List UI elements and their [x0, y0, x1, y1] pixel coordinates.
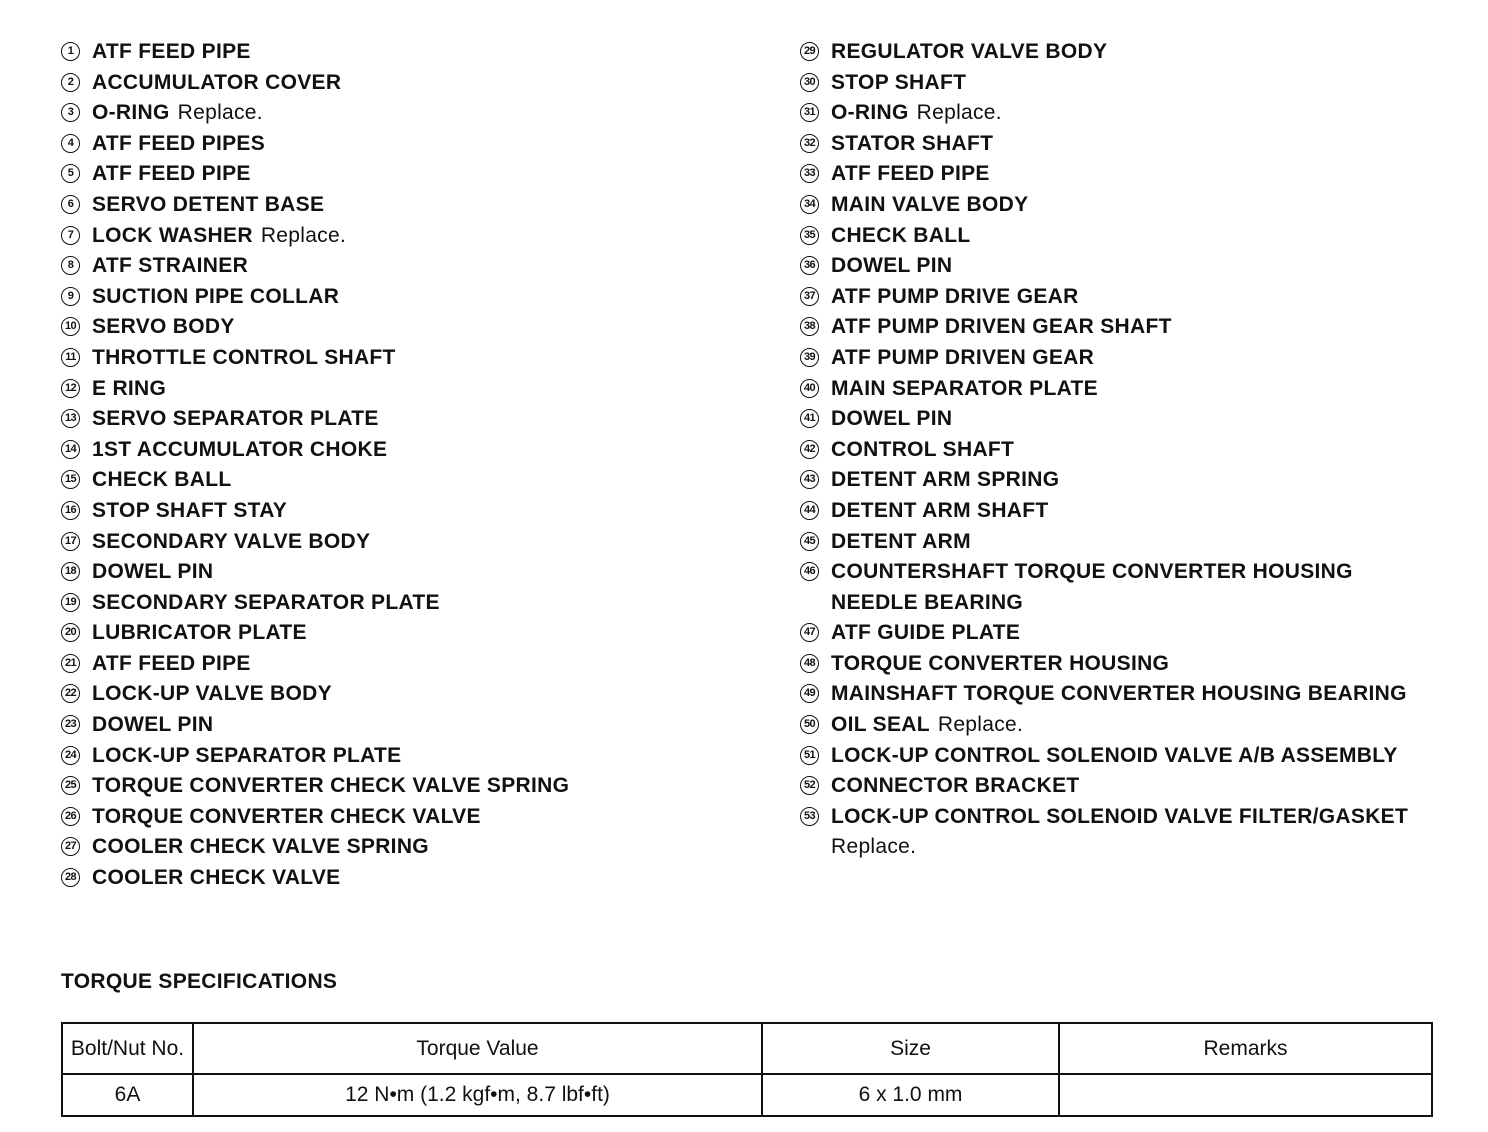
- item-number: 44: [800, 501, 819, 520]
- item-number-badge: [799, 129, 831, 160]
- cell-remarks: [1059, 1074, 1432, 1116]
- list-item: [60, 771, 569, 802]
- part-name: DETENT ARM SPRING: [831, 468, 1060, 492]
- part-name: ATF GUIDE PLATE: [831, 621, 1021, 645]
- item-number: 49: [800, 684, 819, 703]
- item-number-badge: [799, 557, 831, 588]
- item-number: 5: [61, 164, 80, 183]
- item-number-badge: [60, 221, 92, 252]
- item-number: 13: [61, 409, 80, 428]
- item-number-badge: [799, 159, 831, 190]
- part-text: [831, 221, 971, 252]
- part-name: SERVO BODY: [92, 315, 235, 339]
- list-item: [60, 251, 569, 282]
- item-number-badge: [60, 710, 92, 741]
- item-number-badge: [799, 527, 831, 558]
- part-name: STATOR SHAFT: [831, 131, 994, 155]
- list-item: [60, 465, 569, 496]
- part-text: [831, 282, 1079, 313]
- item-number-badge: [799, 312, 831, 343]
- list-item: [799, 129, 1408, 160]
- item-number: 48: [800, 654, 819, 673]
- item-number-badge: [799, 404, 831, 435]
- part-name: ATF STRAINER: [92, 254, 249, 278]
- part-note: Replace.: [177, 101, 263, 125]
- part-text: [831, 496, 1049, 527]
- part-text: [831, 37, 1107, 68]
- part-name: TORQUE CONVERTER CHECK VALVE SPRING: [92, 774, 570, 798]
- part-text: [92, 282, 339, 313]
- table-header-row: [62, 1023, 1432, 1074]
- item-number-badge: [60, 282, 92, 313]
- list-item: [60, 374, 569, 405]
- part-name: LOCK-UP SEPARATOR PLATE: [92, 743, 402, 767]
- item-number: 33: [800, 164, 819, 183]
- list-item: [799, 159, 1408, 190]
- item-number: 18: [61, 562, 80, 581]
- item-number: 25: [61, 776, 80, 795]
- item-number-badge: [799, 282, 831, 313]
- item-number-badge: [60, 404, 92, 435]
- item-number-badge: [60, 863, 92, 894]
- part-name: REGULATOR VALVE BODY: [831, 40, 1108, 63]
- part-text: [92, 679, 332, 710]
- part-text: [92, 832, 429, 863]
- part-text: [92, 435, 387, 466]
- part-name: ATF PUMP DRIVEN GEAR SHAFT: [831, 315, 1172, 339]
- header-torque-value: Torque Value: [193, 1023, 762, 1074]
- list-item: [60, 343, 569, 374]
- item-number: 24: [61, 746, 80, 765]
- part-name: LOCK-UP CONTROL SOLENOID VALVE FILTER/GASKET: [831, 804, 1409, 828]
- part-text: [831, 741, 1398, 772]
- part-name: ACCUMULATOR COVER: [92, 70, 342, 94]
- item-number: 20: [61, 623, 80, 642]
- part-name: SERVO DETENT BASE: [92, 192, 325, 216]
- part-text: [92, 557, 213, 588]
- list-item: [60, 129, 569, 160]
- item-number: 26: [61, 807, 80, 826]
- item-number: 19: [61, 593, 80, 612]
- item-number-badge: [60, 312, 92, 343]
- part-name: STOP SHAFT: [831, 70, 967, 94]
- part-text: [92, 221, 346, 252]
- item-number-badge: [60, 618, 92, 649]
- parts-list-right: [799, 37, 1408, 863]
- list-item: [799, 251, 1408, 282]
- list-item: [799, 98, 1408, 129]
- list-item: [60, 159, 569, 190]
- header-size: Size: [762, 1023, 1059, 1074]
- item-number: 8: [61, 256, 80, 275]
- part-text: [92, 129, 265, 160]
- part-text: [831, 679, 1407, 710]
- list-item: [60, 832, 569, 863]
- part-text: [92, 37, 251, 68]
- part-name: CONNECTOR BRACKET: [831, 774, 1080, 798]
- item-number-badge: [60, 588, 92, 619]
- list-item: [799, 741, 1408, 772]
- part-text: [92, 374, 166, 405]
- item-number: 29: [800, 42, 819, 61]
- part-text: [831, 98, 1002, 129]
- cell-torque-value: 12 N•m (1.2 kgf•m, 8.7 lbf•ft): [193, 1074, 762, 1116]
- cell-bolt-nut-no: 6A: [62, 1074, 193, 1116]
- item-number: 3: [61, 103, 80, 122]
- header-remarks: Remarks: [1059, 1023, 1432, 1074]
- item-number: 45: [800, 532, 819, 551]
- part-name: CHECK BALL: [831, 223, 971, 247]
- header-bolt-nut-no: Bolt/Nut No.: [62, 1023, 193, 1074]
- item-number: 1: [61, 42, 80, 61]
- part-name: CONTROL SHAFT: [831, 437, 1015, 461]
- item-number-badge: [799, 435, 831, 466]
- item-number-badge: [60, 802, 92, 833]
- part-name: MAIN SEPARATOR PLATE: [831, 376, 1098, 400]
- part-name: DOWEL PIN: [92, 560, 214, 584]
- list-item: [60, 98, 569, 129]
- item-number: 35: [800, 226, 819, 245]
- part-text: [92, 343, 396, 374]
- item-number-badge: [799, 190, 831, 221]
- item-number-badge: [799, 618, 831, 649]
- torque-specifications-table: [61, 1022, 1433, 1117]
- item-number-badge: [60, 159, 92, 190]
- list-item: [799, 802, 1408, 863]
- part-text: [831, 343, 1094, 374]
- cell-size: 6 x 1.0 mm: [762, 1074, 1059, 1116]
- item-number: 37: [800, 287, 819, 306]
- item-number: 9: [61, 287, 80, 306]
- part-name: ATF FEED PIPE: [92, 651, 251, 675]
- list-item: [60, 588, 569, 619]
- list-item: [60, 863, 569, 894]
- list-item: [799, 618, 1408, 649]
- list-item: [799, 312, 1408, 343]
- part-text: [92, 771, 569, 802]
- part-name: DETENT ARM SHAFT: [831, 498, 1049, 522]
- part-text: [831, 68, 966, 99]
- list-item: [60, 710, 569, 741]
- part-text: [831, 527, 971, 558]
- list-item: [799, 435, 1408, 466]
- item-number: 14: [61, 440, 80, 459]
- item-number-badge: [799, 251, 831, 282]
- item-number-badge: [60, 496, 92, 527]
- list-item: [60, 312, 569, 343]
- part-text: [92, 741, 401, 772]
- part-name: DOWEL PIN: [831, 407, 953, 431]
- item-number: 53: [800, 807, 819, 826]
- item-number: 43: [800, 470, 819, 489]
- item-number: 30: [800, 73, 819, 92]
- list-item: [60, 404, 569, 435]
- part-name: ATF FEED PIPE: [831, 162, 990, 186]
- list-item: [799, 404, 1408, 435]
- item-number-badge: [799, 771, 831, 802]
- part-name: SECONDARY VALVE BODY: [92, 529, 371, 553]
- part-name: LOCK WASHER: [92, 223, 253, 247]
- item-number-badge: [799, 374, 831, 405]
- part-name: THROTTLE CONTROL SHAFT: [92, 345, 396, 369]
- item-number-badge: [60, 527, 92, 558]
- item-number-badge: [60, 435, 92, 466]
- item-number-badge: [799, 802, 831, 833]
- part-text: [831, 771, 1080, 802]
- part-text: [92, 68, 341, 99]
- part-text: [831, 129, 993, 160]
- item-number: 22: [61, 684, 80, 703]
- part-text: [831, 465, 1059, 496]
- part-name: OIL SEAL: [831, 713, 930, 737]
- list-item: [60, 221, 569, 252]
- part-text: [831, 190, 1028, 221]
- part-note: Replace.: [831, 835, 917, 859]
- item-number: 16: [61, 501, 80, 520]
- item-number-badge: [799, 343, 831, 374]
- item-number: 42: [800, 440, 819, 459]
- part-text: [92, 404, 379, 435]
- item-number-badge: [799, 496, 831, 527]
- part-name: TORQUE CONVERTER HOUSING: [831, 651, 1170, 675]
- part-name: ATF PUMP DRIVE GEAR: [831, 284, 1079, 308]
- list-item: [60, 496, 569, 527]
- list-item: [60, 802, 569, 833]
- part-name: SUCTION PIPE COLLAR: [92, 284, 340, 308]
- part-name: CHECK BALL: [92, 468, 232, 492]
- part-name: ATF FEED PIPE: [92, 40, 251, 63]
- item-number-badge: [60, 129, 92, 160]
- list-item: [60, 68, 569, 99]
- item-number: 10: [61, 317, 80, 336]
- item-number: 50: [800, 715, 819, 734]
- item-number-badge: [60, 465, 92, 496]
- item-number-badge: [799, 710, 831, 741]
- list-item: [799, 649, 1408, 680]
- item-number: 23: [61, 715, 80, 734]
- part-text: [831, 435, 1014, 466]
- part-name: SECONDARY SEPARATOR PLATE: [92, 590, 440, 614]
- item-number-badge: [60, 37, 92, 68]
- part-name: SERVO SEPARATOR PLATE: [92, 407, 379, 431]
- list-item: [799, 190, 1408, 221]
- item-number: 31: [800, 103, 819, 122]
- list-item: [799, 710, 1408, 741]
- list-item: [60, 679, 569, 710]
- item-number-badge: [60, 557, 92, 588]
- part-note: Replace.: [937, 713, 1024, 737]
- part-name: O-RING: [92, 101, 170, 125]
- item-number: 41: [800, 409, 819, 428]
- part-name: DOWEL PIN: [831, 254, 953, 278]
- item-number: 47: [800, 623, 819, 642]
- list-item: [60, 435, 569, 466]
- part-name: ATF FEED PIPES: [92, 131, 265, 155]
- part-text: [831, 802, 1408, 863]
- item-number: 7: [61, 226, 80, 245]
- list-item: [799, 527, 1408, 558]
- item-number-badge: [60, 649, 92, 680]
- part-text: [92, 465, 232, 496]
- item-number: 28: [61, 868, 80, 887]
- list-item: [60, 190, 569, 221]
- item-number: 21: [61, 654, 80, 673]
- part-text: [92, 527, 370, 558]
- part-name-line2: NEEDLE BEARING: [831, 590, 1024, 614]
- item-number-badge: [799, 649, 831, 680]
- part-name: DETENT ARM: [831, 529, 971, 553]
- item-number-badge: [60, 190, 92, 221]
- part-name: MAIN VALVE BODY: [831, 192, 1029, 216]
- item-number-badge: [799, 98, 831, 129]
- part-text: [831, 251, 952, 282]
- part-name: E RING: [92, 376, 167, 400]
- torque-specifications-title: TORQUE SPECIFICATIONS: [61, 970, 338, 993]
- list-item: [60, 649, 569, 680]
- list-item: [799, 771, 1408, 802]
- part-text: [831, 404, 952, 435]
- item-number-badge: [60, 741, 92, 772]
- part-name: LUBRICATOR PLATE: [92, 621, 307, 645]
- part-text: [831, 312, 1172, 343]
- item-number-badge: [60, 68, 92, 99]
- list-item: [60, 741, 569, 772]
- item-number: 17: [61, 532, 80, 551]
- list-item: [799, 37, 1408, 68]
- part-text: [92, 496, 287, 527]
- part-text: [92, 98, 263, 129]
- item-number-badge: [799, 741, 831, 772]
- item-number: 6: [61, 195, 80, 214]
- part-text: [831, 618, 1020, 649]
- item-number: 51: [800, 746, 819, 765]
- item-number: 46: [800, 562, 819, 581]
- part-text: [92, 588, 440, 619]
- list-item: [799, 557, 1408, 618]
- item-number-badge: [799, 465, 831, 496]
- item-number-badge: [799, 221, 831, 252]
- item-number: 40: [800, 379, 819, 398]
- parts-list-left: [60, 37, 569, 894]
- list-item: [60, 557, 569, 588]
- item-number: 15: [61, 470, 80, 489]
- list-item: [799, 465, 1408, 496]
- item-number-badge: [799, 68, 831, 99]
- item-number-badge: [60, 771, 92, 802]
- part-name: COOLER CHECK VALVE SPRING: [92, 835, 429, 859]
- part-text: [831, 710, 1023, 741]
- item-number-badge: [799, 37, 831, 68]
- item-number: 32: [800, 134, 819, 153]
- part-text: [831, 374, 1098, 405]
- list-item: [799, 343, 1408, 374]
- part-text: [831, 557, 1353, 618]
- part-text: [92, 649, 251, 680]
- item-number: 4: [61, 134, 80, 153]
- list-item: [799, 679, 1408, 710]
- list-item: [799, 374, 1408, 405]
- part-text: [92, 251, 248, 282]
- part-name: STOP SHAFT STAY: [92, 498, 288, 522]
- item-number-badge: [60, 343, 92, 374]
- part-name: 1ST ACCUMULATOR CHOKE: [92, 437, 388, 461]
- list-item: [60, 282, 569, 313]
- part-text: [92, 710, 213, 741]
- part-name: COOLER CHECK VALVE: [92, 866, 341, 890]
- list-item: [799, 68, 1408, 99]
- item-number: 38: [800, 317, 819, 336]
- item-number: 52: [800, 776, 819, 795]
- part-name: O-RING: [831, 101, 909, 125]
- item-number: 36: [800, 256, 819, 275]
- list-item: [60, 618, 569, 649]
- item-number-badge: [60, 374, 92, 405]
- list-item: [799, 282, 1408, 313]
- part-note: Replace.: [260, 223, 347, 247]
- part-text: [92, 190, 324, 221]
- part-text: [92, 863, 340, 894]
- part-text: [92, 618, 307, 649]
- part-text: [92, 802, 481, 833]
- item-number-badge: [60, 98, 92, 129]
- list-item: [799, 496, 1408, 527]
- part-text: [831, 649, 1169, 680]
- item-number-badge: [799, 679, 831, 710]
- item-number: 2: [61, 73, 80, 92]
- item-number: 12: [61, 379, 80, 398]
- item-number: 11: [61, 348, 80, 367]
- item-number-badge: [60, 251, 92, 282]
- item-number: 39: [800, 348, 819, 367]
- item-number: 34: [800, 195, 819, 214]
- part-note: Replace.: [916, 101, 1002, 125]
- item-number: 27: [61, 837, 80, 856]
- part-name: LOCK-UP VALVE BODY: [92, 682, 332, 706]
- part-text: [92, 312, 235, 343]
- list-item: [799, 221, 1408, 252]
- part-name: ATF FEED PIPE: [92, 162, 251, 186]
- part-text: [92, 159, 251, 190]
- part-name: TORQUE CONVERTER CHECK VALVE: [92, 804, 481, 828]
- list-item: [60, 37, 569, 68]
- part-name: MAINSHAFT TORQUE CONVERTER HOUSING BEARING: [831, 682, 1407, 706]
- list-item: [60, 527, 569, 558]
- table-row: [62, 1074, 1432, 1116]
- part-text: [831, 159, 990, 190]
- part-name: DOWEL PIN: [92, 713, 214, 737]
- part-name: LOCK-UP CONTROL SOLENOID VALVE A/B ASSEMBLY: [831, 743, 1398, 767]
- item-number-badge: [60, 679, 92, 710]
- item-number-badge: [60, 832, 92, 863]
- part-name: COUNTERSHAFT TORQUE CONVERTER HOUSING: [831, 560, 1353, 584]
- part-name: ATF PUMP DRIVEN GEAR: [831, 345, 1095, 369]
